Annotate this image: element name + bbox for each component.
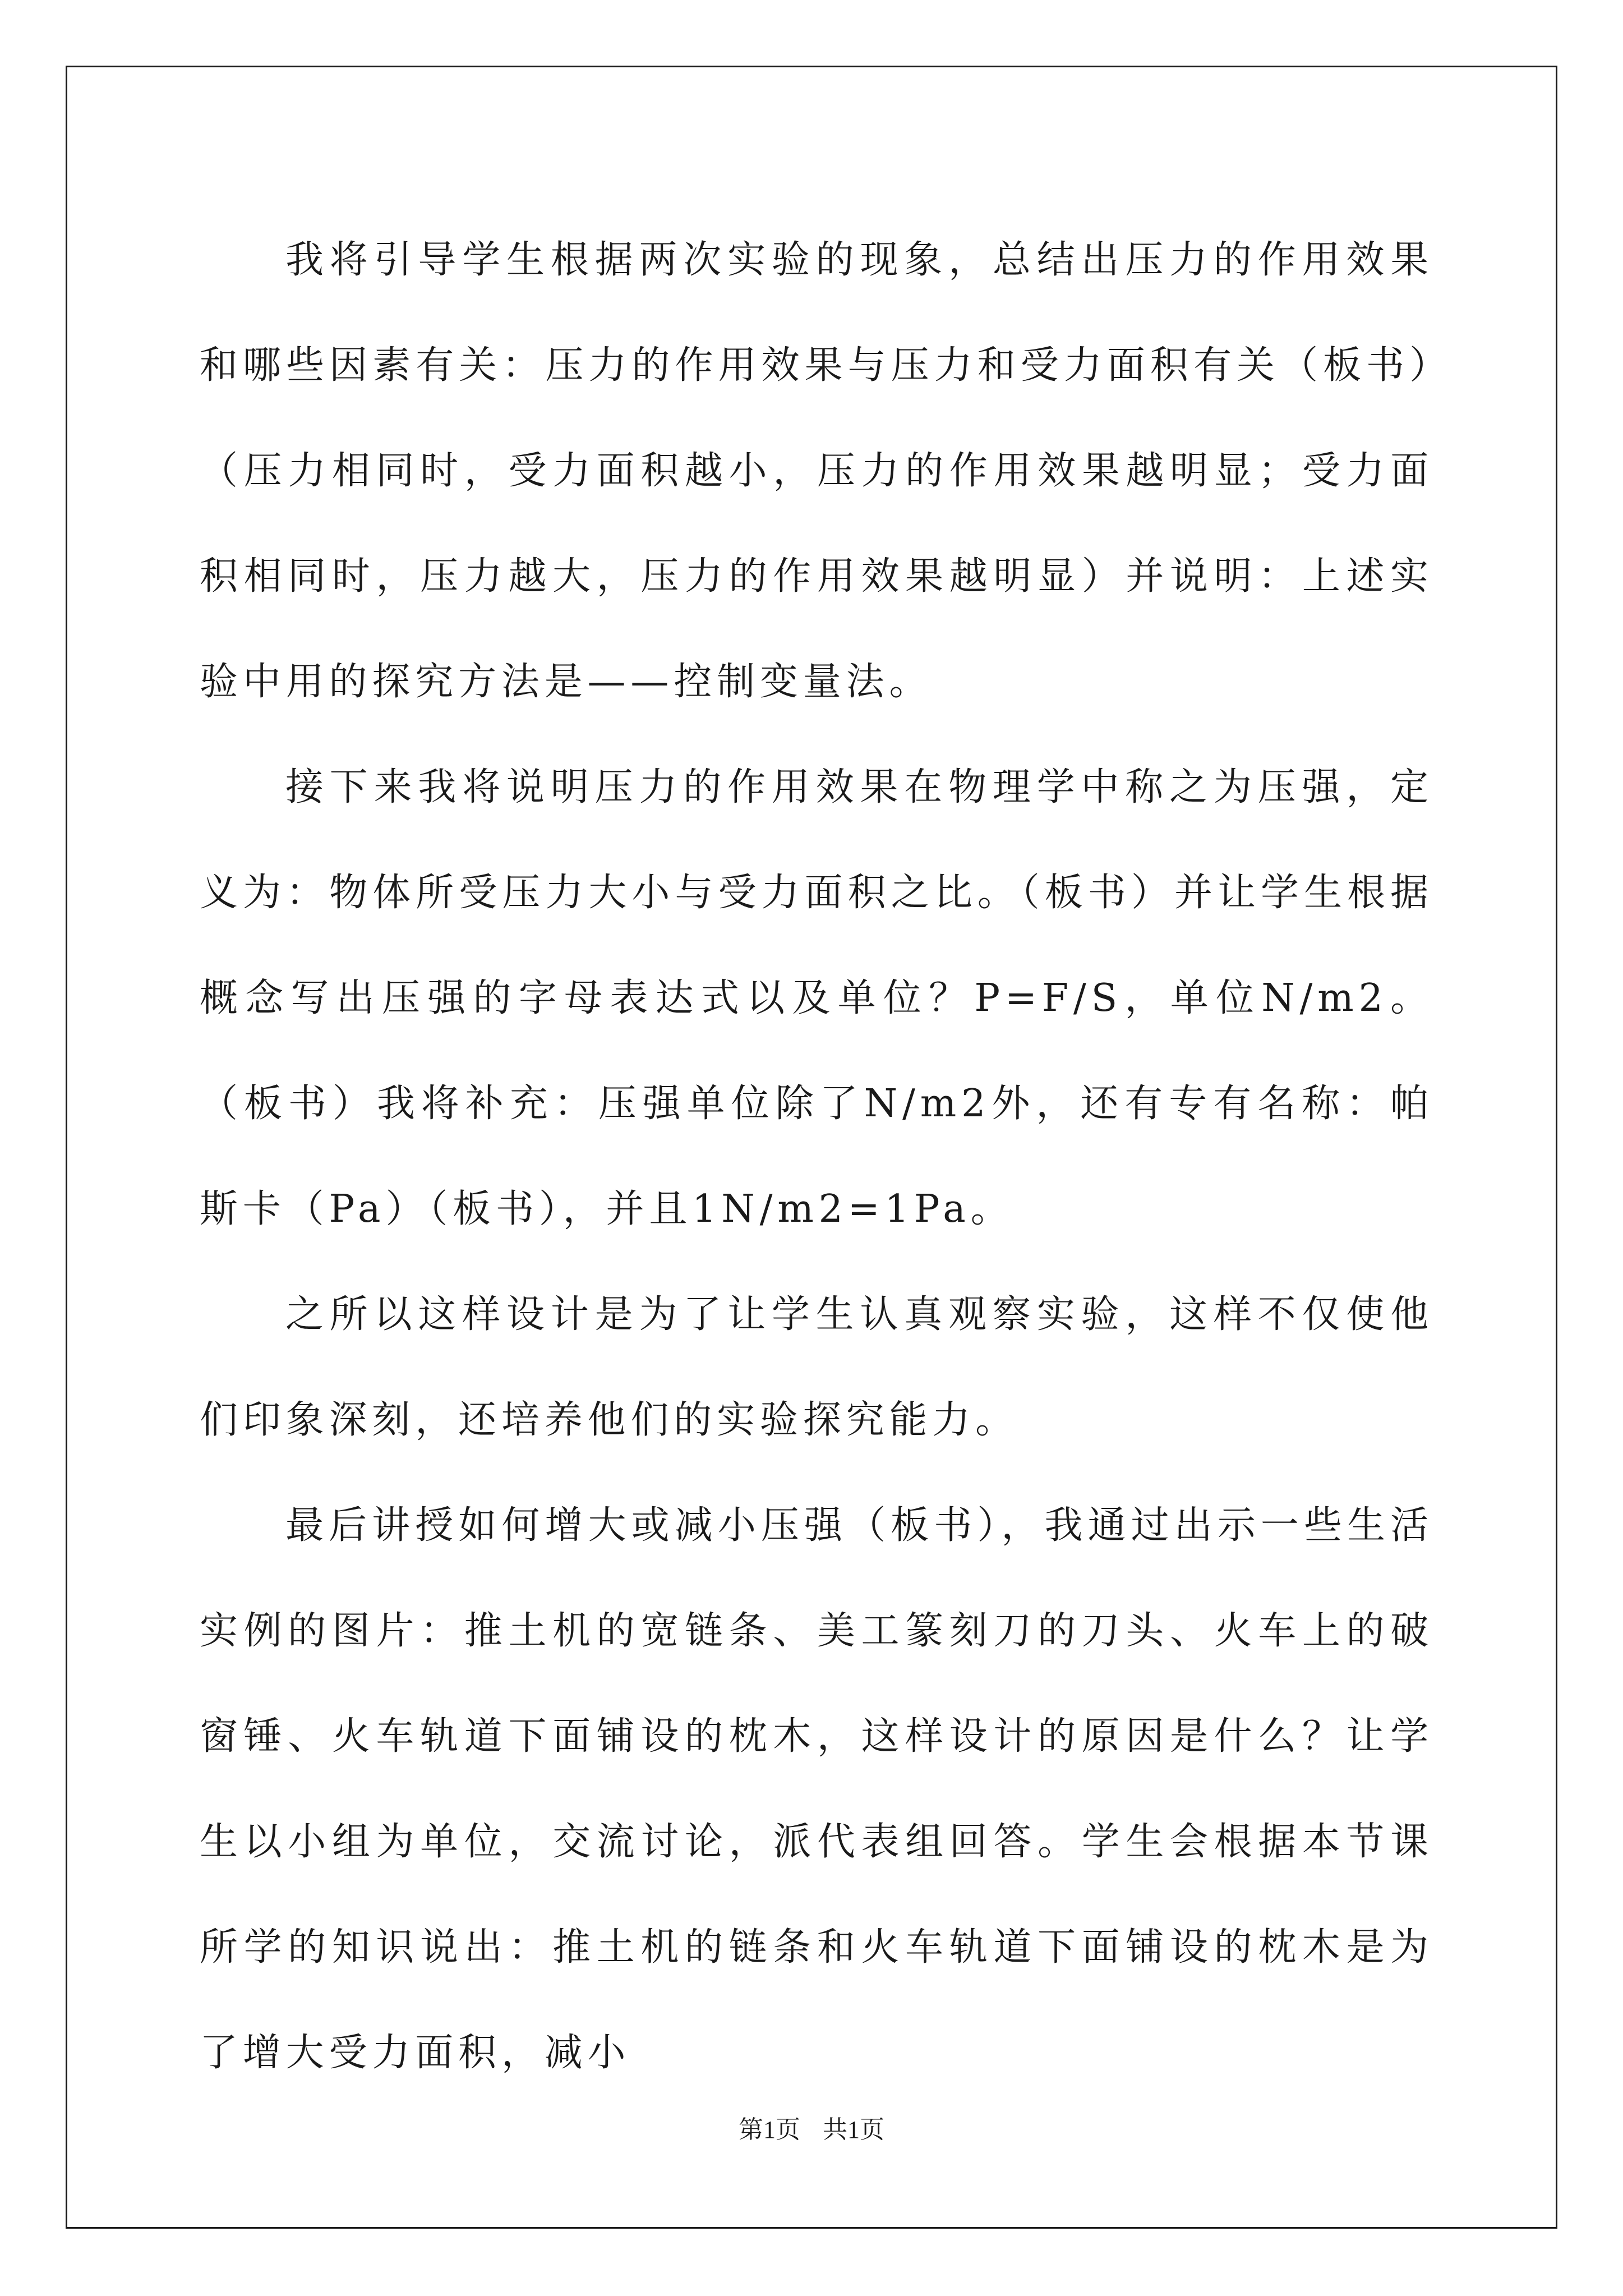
page-number: 第1页 bbox=[739, 2116, 800, 2143]
page-total: 共1页 bbox=[823, 2116, 884, 2143]
document-body bbox=[200, 208, 1433, 2106]
paragraph: 我将引导学生根据两次实验的现象，总结出压力的作用效果和哪些因素有关：压力的作用效果与压力和受力面积有关（板书）（压力相同时，受力面积越小，压力的作用效果越明显；受力面积相同时，压力越大，压力的作用效果越明显）并说明：上述实验中用的探究方法是——控制变量法。 bbox=[200, 238, 1433, 704]
paragraph: 之所以这样设计是为了让学生认真观察实验，这样不仅使他们印象深刻，还培养他们的实验探究能力。 bbox=[200, 1292, 1433, 1442]
paragraph: 最后讲授如何增大或减小压强（板书），我通过出示一些生活实例的图片：推土机的宽链条、美工篆刻刀的刀头、火车上的破窗锤、火车轨道下面铺设的枕木，这样设计的原因是什么？让学生以小组为单位，交流讨论，派代表组回答。学生会根据本节课所学的知识说出：推土机的链条和火车轨道下面铺设的枕木是为了增大受力面积，减小 bbox=[200, 1503, 1433, 2075]
paragraph: 接下来我将说明压力的作用效果在物理学中称之为压强，定义为：物体所受压力大小与受力面积之比。（板书）并让学生根据概念写出压强的字母表达式以及单位？P=F/S，单位N/m2。（板书）我将补充：压强单位除了N/m2外，还有专有名称：帕斯卡（Pa）（板书），并且1N/m2=1Pa。 bbox=[200, 765, 1433, 1231]
page-footer bbox=[0, 2109, 1623, 2145]
